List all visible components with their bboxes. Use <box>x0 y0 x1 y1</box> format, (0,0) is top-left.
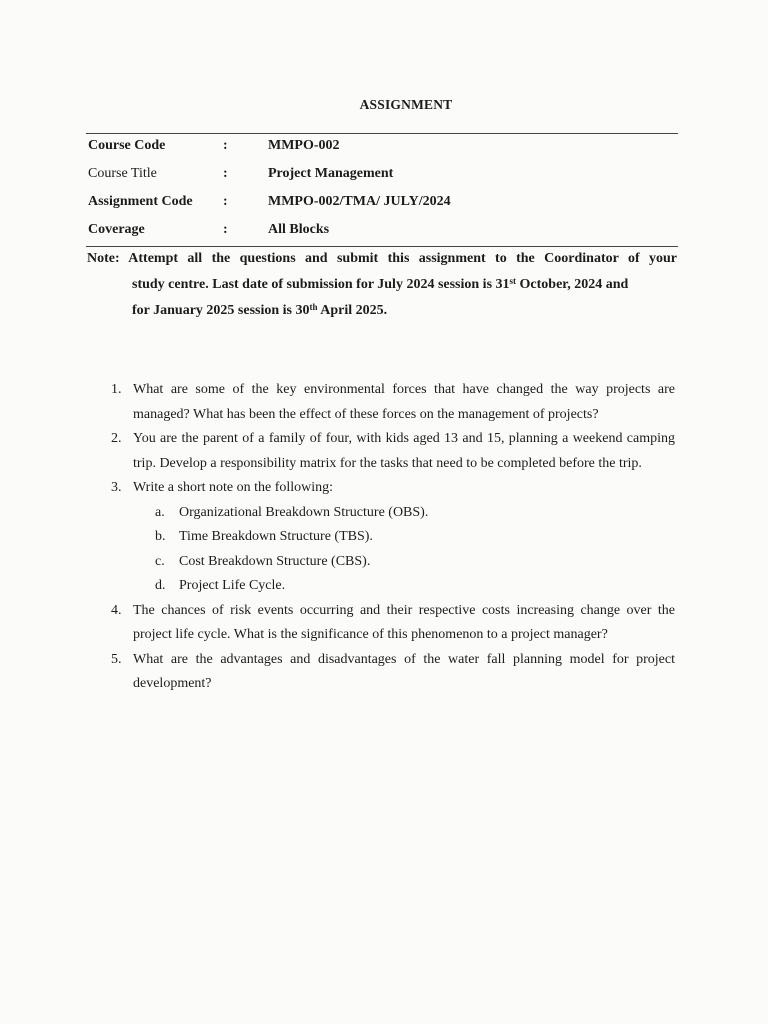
coverage-row <box>86 218 678 246</box>
sub-item-letter: c. <box>155 553 165 569</box>
course-code-value: MMPO-002 <box>268 138 340 153</box>
question-text: What are some of the key environmental forces that have changed the way projects are managed? What has been the effect of these forces on the management of projects? <box>133 382 675 422</box>
page-title: ASSIGNMENT <box>359 97 453 112</box>
sub-item-text: Organizational Breakdown Structure (OBS). <box>179 504 429 520</box>
question-number: 3. <box>111 480 122 495</box>
question-text: What are the advantages and disadvantages of the water fall planning model for project development? <box>133 651 675 691</box>
question-5 <box>105 648 675 697</box>
question-number: 2. <box>111 431 122 446</box>
note-line-2-rest: October, 2024 and <box>516 277 629 292</box>
question-4 <box>105 599 675 648</box>
separator-colon: : <box>223 166 228 181</box>
note-line-1: Note: Attempt all the questions and submit this assignment to the Coordinator of your <box>87 251 677 266</box>
note-line-2-text: study centre. Last date of submission for July 2024 session is 31 <box>132 277 510 292</box>
sub-item-a <box>133 501 675 526</box>
question-3 <box>105 476 675 599</box>
question-text: The chances of risk events occurring and their respective costs increasing change over the project life cycle. What is the significance of this phenomenon to a project manager? <box>133 602 675 642</box>
sub-item-letter: a. <box>155 504 165 520</box>
course-title-value: Project Management <box>268 166 394 181</box>
sub-item-text: Time Breakdown Structure (TBS). <box>179 529 373 544</box>
course-info-table <box>86 133 678 247</box>
course-title-label: Course Title <box>88 166 157 181</box>
question-text: You are the parent of a family of four, with kids aged 13 and 15, planning a weekend camping trip. Develop a responsibility matrix for the tasks that need to be completed before the trip. <box>133 431 675 471</box>
question-number: 5. <box>111 651 122 667</box>
separator-colon: : <box>223 138 228 153</box>
course-code-row <box>86 134 678 162</box>
submission-note <box>87 246 677 324</box>
note-line-2 <box>87 272 677 298</box>
ordinal-suffix: st <box>509 276 517 286</box>
sub-item-text: Cost Breakdown Structure (CBS). <box>179 553 371 569</box>
separator-colon: : <box>223 222 228 237</box>
separator-colon: : <box>223 194 228 209</box>
note-line-3-text: for January 2025 session is 30 <box>132 303 310 318</box>
course-code-label: Course Code <box>88 138 166 153</box>
sub-item-d <box>133 574 675 599</box>
question-2 <box>105 427 675 476</box>
course-title-row <box>86 162 678 190</box>
question-text: Write a short note on the following: <box>133 480 334 495</box>
question-list <box>105 378 675 697</box>
sub-item-letter: b. <box>155 529 166 544</box>
assignment-code-value: MMPO-002/TMA/ JULY/2024 <box>268 194 451 209</box>
coverage-label: Coverage <box>88 222 145 237</box>
ordinal-suffix: th <box>309 302 318 312</box>
note-line-3 <box>87 298 677 324</box>
note-line-3-rest: April 2025. <box>317 303 388 318</box>
question-1 <box>105 378 675 427</box>
sub-item-b <box>133 525 675 550</box>
sub-item-letter: d. <box>155 578 166 593</box>
question-number: 1. <box>111 382 122 397</box>
coverage-value: All Blocks <box>268 222 330 237</box>
assignment-code-label: Assignment Code <box>88 194 193 209</box>
sub-item-c <box>133 550 675 575</box>
sub-item-text: Project Life Cycle. <box>179 578 286 593</box>
question-number: 4. <box>111 602 122 618</box>
assignment-code-row <box>86 190 678 218</box>
